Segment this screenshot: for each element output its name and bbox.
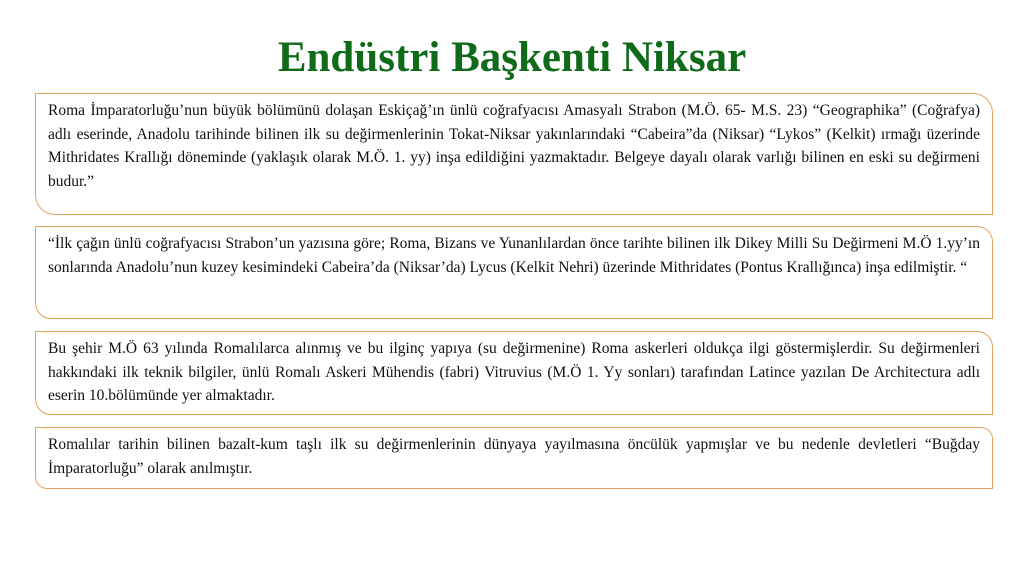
text-box-wheat-empire: Romalılar tarihin bilinen bazalt-kum taşlı ilk su değirmenlerinin dünyaya yayılmasına öncülük yapmışlar ve bu nedenle devletleri “Buğday İmparatorluğu” olarak anılmıştır. bbox=[35, 427, 993, 489]
text-box-roman-conquest: Bu şehir M.Ö 63 yılında Romalılarca alınmış ve bu ilginç yapıya (su değirmenine) Roma askerleri oldukça ilgi göstermişlerdir. Su değirmenleri hakkındaki ilk teknik bilgiler, ünlü Romalı Askeri Mühendis (fabri) Vitruvius (M.Ö 1. Yy sonları) tarafından Latince yazılan De Architectura adlı eserin 10.bölümünde yer almaktadır. bbox=[35, 331, 993, 415]
slide-title: Endüstri Başkenti Niksar bbox=[277, 34, 747, 81]
text-box-vertical-water-mill: “İlk çağın ünlü coğrafyacısı Strabon’un yazısına göre; Roma, Bizans ve Yunanlılardan önce tarihte bilinen ilk Dikey Milli Su Değirmeni M.Ö 1.yy’ın sonlarında Anadolu’nun kuzey kesimindeki Cabeira’da (Niksar’da) Lycus (Kelkit Nehri) üzerinde Mithridates (Pontus Krallığınca) inşa edilmiştir. “ bbox=[35, 226, 993, 319]
text-box-strabon-geographika: Roma İmparatorluğu’nun büyük bölümünü dolaşan Eskiçağ’ın ünlü coğrafyacısı Amasyalı Strabon (M.Ö. 65- M.S. 23) “Geographika” (Coğrafya) adlı eserinde, Anadolu tarihinde bilinen ilk su değirmenlerinin Tokat-Niksar yakınlarındaki “Cabeira”da (Niksar) “Lykos” (Kelkit) ırmağı üzerinde Mithridates Krallığı döneminde (yaklaşık olarak M.Ö. 1. yy) inşa edildiğini yazmaktadır. Belgeye dayalı olarak varlığı bilinen en eski su değirmeni budur.” bbox=[35, 93, 993, 215]
